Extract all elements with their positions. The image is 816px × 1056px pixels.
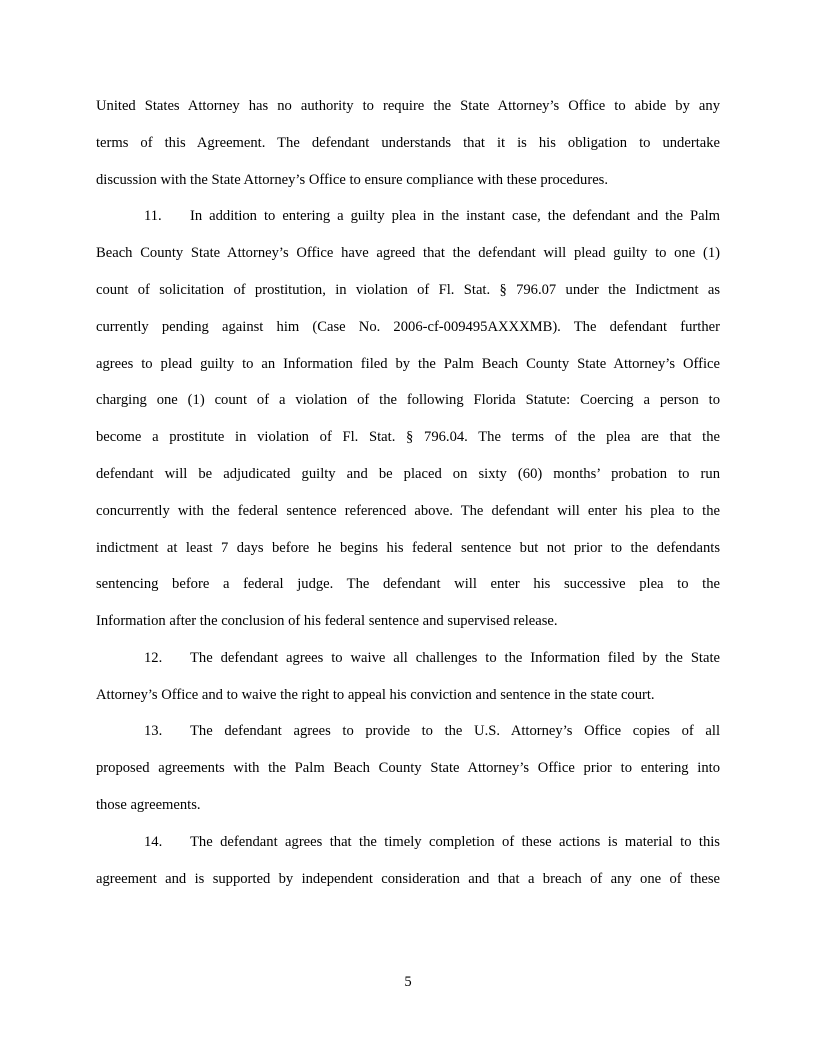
paragraph-11-line: Beach County State Attorney’s Office have agreed that the defendant will plead guilty to one (1)	[96, 245, 720, 261]
paragraph-number: 14.	[144, 834, 163, 850]
paragraph-13-line: proposed agreements with the Palm Beach County State Attorney’s Office prior to entering into	[96, 760, 720, 776]
paragraph-text: The defendant agrees to provide to the U.S. Attorney’s Office copies of all	[190, 723, 720, 739]
paragraph-text: In addition to entering a guilty plea in the instant case, the defendant and the Palm	[190, 208, 720, 224]
page-number: 5	[404, 974, 412, 990]
paragraph-12-line: Attorney’s Office and to waive the right to appeal his conviction and sentence in the state court.	[96, 687, 655, 703]
paragraph-11-line: count of solicitation of prostitution, in violation of Fl. Stat. § 796.07 under the Indictment as	[96, 282, 720, 298]
paragraph-11-line: charging one (1) count of a violation of the following Florida Statute: Coercing a person to	[96, 392, 720, 408]
paragraph-11-line: sentencing before a federal judge. The defendant will enter his successive plea to the	[96, 576, 720, 592]
paragraph-11-line: indictment at least 7 days before he begins his federal sentence but not prior to the defendants	[96, 540, 720, 556]
paragraph-11-line: defendant will be adjudicated guilty and be placed on sixty (60) months’ probation to run	[96, 466, 720, 482]
continuation-line-2: terms of this Agreement. The defendant understands that it is his obligation to undertake	[96, 135, 720, 151]
paragraph-11-line: become a prostitute in violation of Fl. Stat. § 796.04. The terms of the plea are that the	[96, 429, 720, 445]
paragraph-11-first-line	[96, 207, 720, 225]
paragraph-11-line: currently pending against him (Case No. 2006-cf-009495AXXXMB). The defendant further	[96, 319, 720, 335]
paragraph-number: 13.	[144, 723, 163, 739]
continuation-line-3: discussion with the State Attorney’s Office to ensure compliance with these procedures.	[96, 172, 609, 188]
paragraph-11-line: concurrently with the federal sentence referenced above. The defendant will enter his plea to the	[96, 503, 720, 519]
paragraph-12-first-line	[96, 649, 720, 667]
paragraph-text: The defendant agrees to waive all challenges to the Information filed by the State	[190, 650, 720, 666]
paragraph-13-line: those agreements.	[96, 797, 201, 813]
paragraph-text: The defendant agrees that the timely completion of these actions is material to this	[190, 834, 720, 850]
continuation-line-1: United States Attorney has no authority to require the State Attorney’s Office to abide by any	[96, 98, 720, 114]
paragraph-13-first-line	[96, 722, 720, 740]
paragraph-number: 12.	[144, 650, 163, 666]
paragraph-11-line: agrees to plead guilty to an Information filed by the Palm Beach County State Attorney’s Office	[96, 356, 720, 372]
paragraph-14-first-line	[96, 833, 720, 851]
paragraph-11-line: Information after the conclusion of his federal sentence and supervised release.	[96, 613, 558, 629]
paragraph-14-line: agreement and is supported by independent consideration and that a breach of any one of these	[96, 871, 720, 887]
paragraph-number: 11.	[144, 208, 162, 224]
